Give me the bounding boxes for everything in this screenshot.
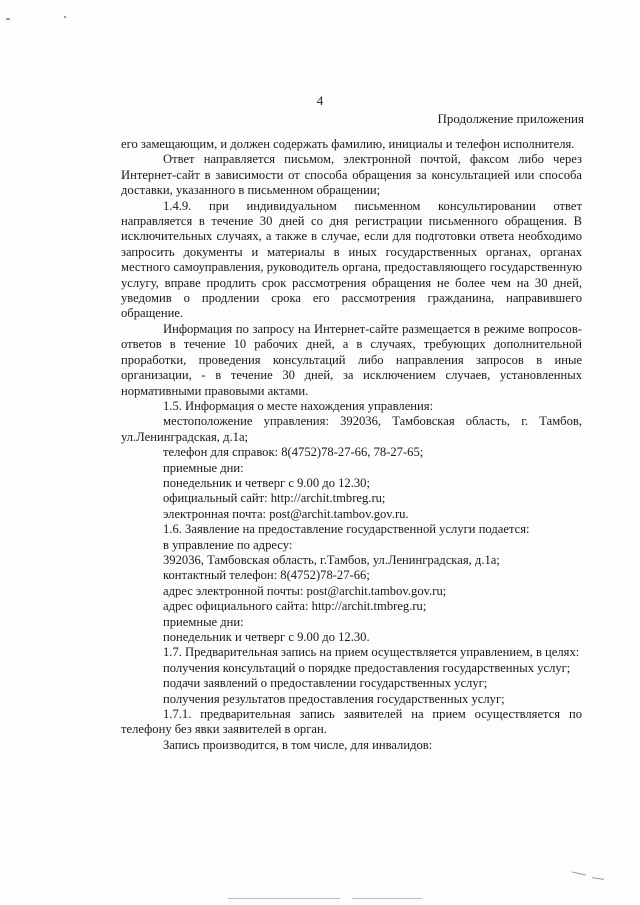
paragraph: 1.5. Информация о месте нахождения управления: [163, 398, 434, 413]
paragraph: телефон для справок: 8(4752)78-27-66, 78-27-65; [163, 445, 424, 460]
paragraph: 392036, Тамбовская область, г.Тамбов, ул.Ленинградская, д.1а; [163, 552, 500, 567]
scan-speck [6, 18, 10, 20]
paragraph: приемные дни: [163, 614, 244, 629]
paragraph: официальный сайт: http://archit.tmbreg.ru; [163, 491, 386, 506]
scan-speck [592, 877, 604, 880]
paragraph: адрес электронной почты: post@archit.tambov.gov.ru; [163, 583, 447, 598]
paragraph: Информация по запросу на Интернет-сайте размещается в режиме вопросов-ответов в течение 10 рабочих дней, а в случаях, требующих дополнительной проработки, проведения консультаций либо направления запросов в иные организации, - в течение 30 дней, за исключением случаев, установленных нормативными правовыми актами. [121, 321, 582, 398]
paragraph: 1.6. Заявление на предоставление государственной услуги подается: [163, 522, 530, 537]
continuation-label: Продолжение приложения [437, 111, 584, 126]
page-number: 4 [316, 93, 324, 108]
paragraph: в управление по адресу: [163, 537, 293, 552]
paragraph: приемные дни: [163, 460, 244, 475]
paragraph: Ответ направляется письмом, электронной почтой, факсом либо через Интернет-сайт в зависимости от способа обращения за консультацией или способа доставки, указанного в письменном обращении; [121, 152, 582, 198]
document-body [121, 137, 582, 753]
paragraph: 1.7.1. предварительная запись заявителей на прием осуществляется по телефону без явки заявителей в орган. [121, 707, 582, 737]
paragraph: Запись производится, в том числе, для инвалидов: [163, 737, 433, 752]
scan-edge-line [228, 898, 340, 899]
paragraph: его замещающим, и должен содержать фамилию, инициалы и телефон исполнителя. [121, 137, 575, 151]
paragraph: понедельник и четверг с 9.00 до 12.30; [163, 475, 370, 490]
paragraph: понедельник и четверг с 9.00 до 12.30. [163, 630, 370, 644]
scan-speck [572, 872, 586, 876]
paragraph: электронная почта: post@archit.tambov.gov.ru. [163, 506, 409, 521]
paragraph: подачи заявлений о предоставлении государственных услуг; [163, 676, 488, 691]
paragraph: получения результатов предоставления государственных услуг; [163, 691, 505, 706]
paragraph: получения консультаций о порядке предоставления государственных услуг; [163, 660, 571, 675]
paragraph: 1.7. Предварительная запись на прием осуществляется управлением, в целях: [163, 645, 580, 660]
scan-speck [64, 16, 66, 18]
paragraph: 1.4.9. при индивидуальном письменном консультировании ответ направляется в течение 30 дней со дня регистрации письменного обращения. В исключительных случаях, а также в случае, если для подготовки ответа необходимо запросить документы и материалы в иных государственных органах, органах местного самоуправления, руководитель органа, предоставляющего государственную услугу, вправе продлить срок рассмотрения обращения не более чем на 30 дней, уведомив о продлении срока его рассмотрения гражданина, направившего обращение. [121, 198, 582, 321]
paragraph: адрес официального сайта: http://archit.tmbreg.ru; [163, 599, 427, 614]
paragraph: контактный телефон: 8(4752)78-27-66; [163, 568, 370, 583]
scan-edge-line [352, 898, 422, 899]
paragraph: местоположение управления: 392036, Тамбовская область, г. Тамбов, ул.Ленинградская, д.1а; [121, 414, 582, 444]
